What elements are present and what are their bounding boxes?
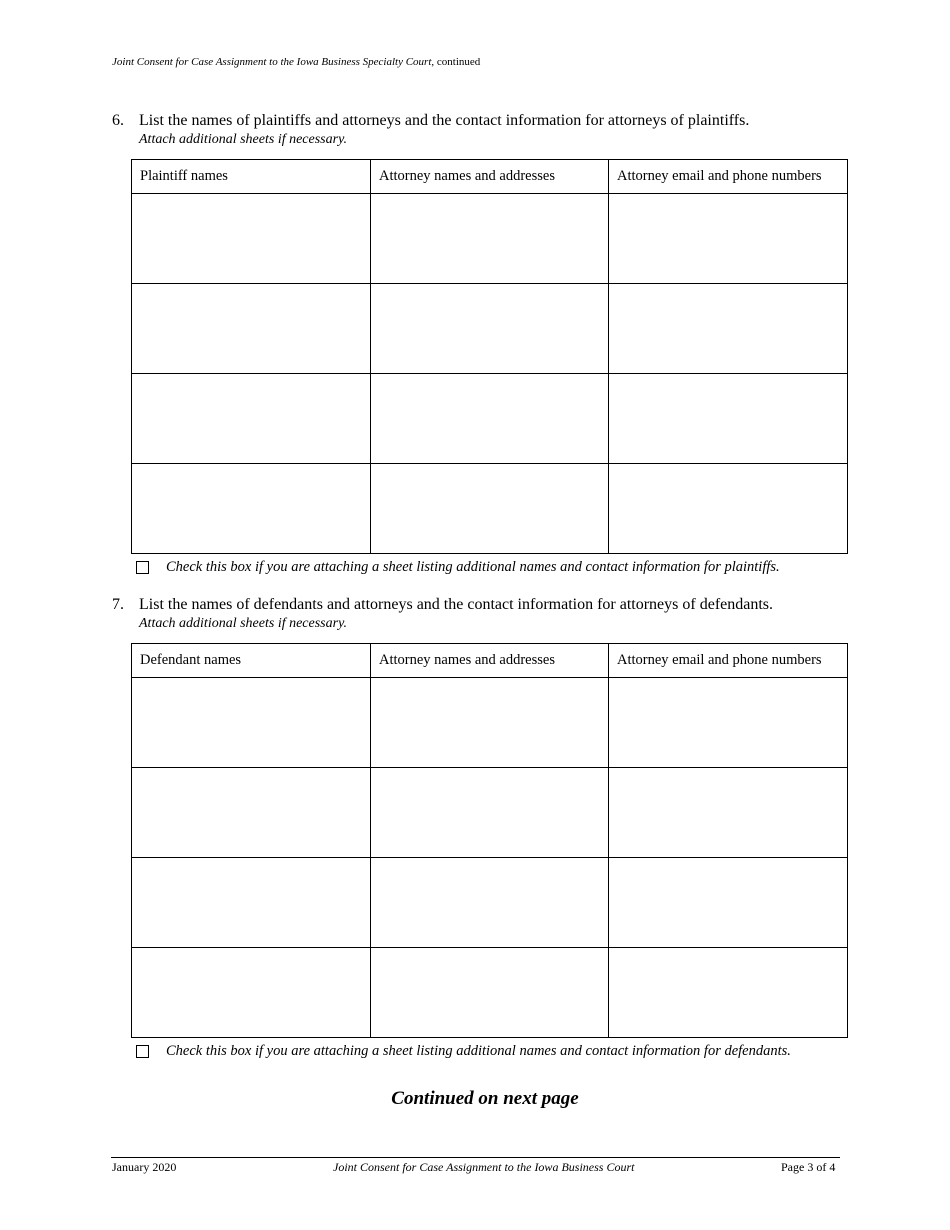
footer-divider [111,1157,840,1158]
plaintiffs-attachment-label: Check this box if you are attaching a sheet listing additional names and contact information for plaintiffs. [166,559,780,575]
continued-notice: Continued on next page [391,1088,579,1109]
attorney-address-cell[interactable] [371,464,609,554]
attorney-address-cell[interactable] [371,284,609,374]
plaintiffs-attachment-check-row [136,559,780,576]
table-row [132,678,848,768]
table-row [132,768,848,858]
header-title: Joint Consent for Case Assignment to the Iowa Business Specialty Court [112,56,432,68]
section-6-subtext: Attach additional sheets if necessary. [139,132,348,147]
section-7-subtext: Attach additional sheets if necessary. [139,616,348,631]
attorney-address-cell[interactable] [371,948,609,1038]
attorney-address-cell[interactable] [371,678,609,768]
attorney-address-cell[interactable] [371,374,609,464]
table-header-row [132,644,848,678]
table-row [132,464,848,554]
attorney-contact-cell[interactable] [609,678,848,768]
footer-page-number: Page 3 of 4 [781,1160,836,1174]
plaintiffs-table [131,159,848,554]
defendants-attachment-checkbox[interactable] [136,1045,149,1058]
defendants-attachment-label: Check this box if you are attaching a sheet listing additional names and contact information for defendants. [166,1043,791,1059]
plaintiff-name-cell[interactable] [132,464,371,554]
defendant-name-cell[interactable] [132,678,371,768]
page-header [112,56,480,68]
table-row [132,284,848,374]
plaintiffs-attachment-checkbox[interactable] [136,561,149,574]
defendants-attachment-check-row [136,1043,791,1060]
footer-date: January 2020 [112,1160,177,1174]
table-row [132,374,848,464]
plaintiff-name-cell[interactable] [132,284,371,374]
defendants-table [131,643,848,1038]
attorney-contact-cell[interactable] [609,374,848,464]
header-suffix: , continued [431,56,481,68]
section-7-number: 7. [112,596,124,613]
column-header-attorney-names: Attorney names and addresses [371,160,609,194]
attorney-contact-cell[interactable] [609,284,848,374]
attorney-contact-cell[interactable] [609,948,848,1038]
section-6-number: 6. [112,112,124,129]
section-7-question: List the names of defendants and attorneys and the contact information for attorneys of defendants. [139,596,774,613]
column-header-attorney-names: Attorney names and addresses [371,644,609,678]
section-6-question: List the names of plaintiffs and attorneys and the contact information for attorneys of plaintiffs. [139,112,750,129]
column-header-defendant-names: Defendant names [132,644,371,678]
defendant-name-cell[interactable] [132,948,371,1038]
attorney-address-cell[interactable] [371,858,609,948]
attorney-address-cell[interactable] [371,194,609,284]
column-header-attorney-contact: Attorney email and phone numbers [609,644,848,678]
attorney-contact-cell[interactable] [609,464,848,554]
defendant-name-cell[interactable] [132,768,371,858]
table-header-row [132,160,848,194]
attorney-contact-cell[interactable] [609,858,848,948]
table-row [132,948,848,1038]
plaintiff-name-cell[interactable] [132,374,371,464]
column-header-attorney-contact: Attorney email and phone numbers [609,160,848,194]
footer-title: Joint Consent for Case Assignment to the Iowa Business Court [333,1160,635,1174]
defendant-name-cell[interactable] [132,858,371,948]
column-header-plaintiff-names: Plaintiff names [132,160,371,194]
attorney-contact-cell[interactable] [609,194,848,284]
plaintiff-name-cell[interactable] [132,194,371,284]
attorney-contact-cell[interactable] [609,768,848,858]
table-row [132,858,848,948]
attorney-address-cell[interactable] [371,768,609,858]
table-row [132,194,848,284]
